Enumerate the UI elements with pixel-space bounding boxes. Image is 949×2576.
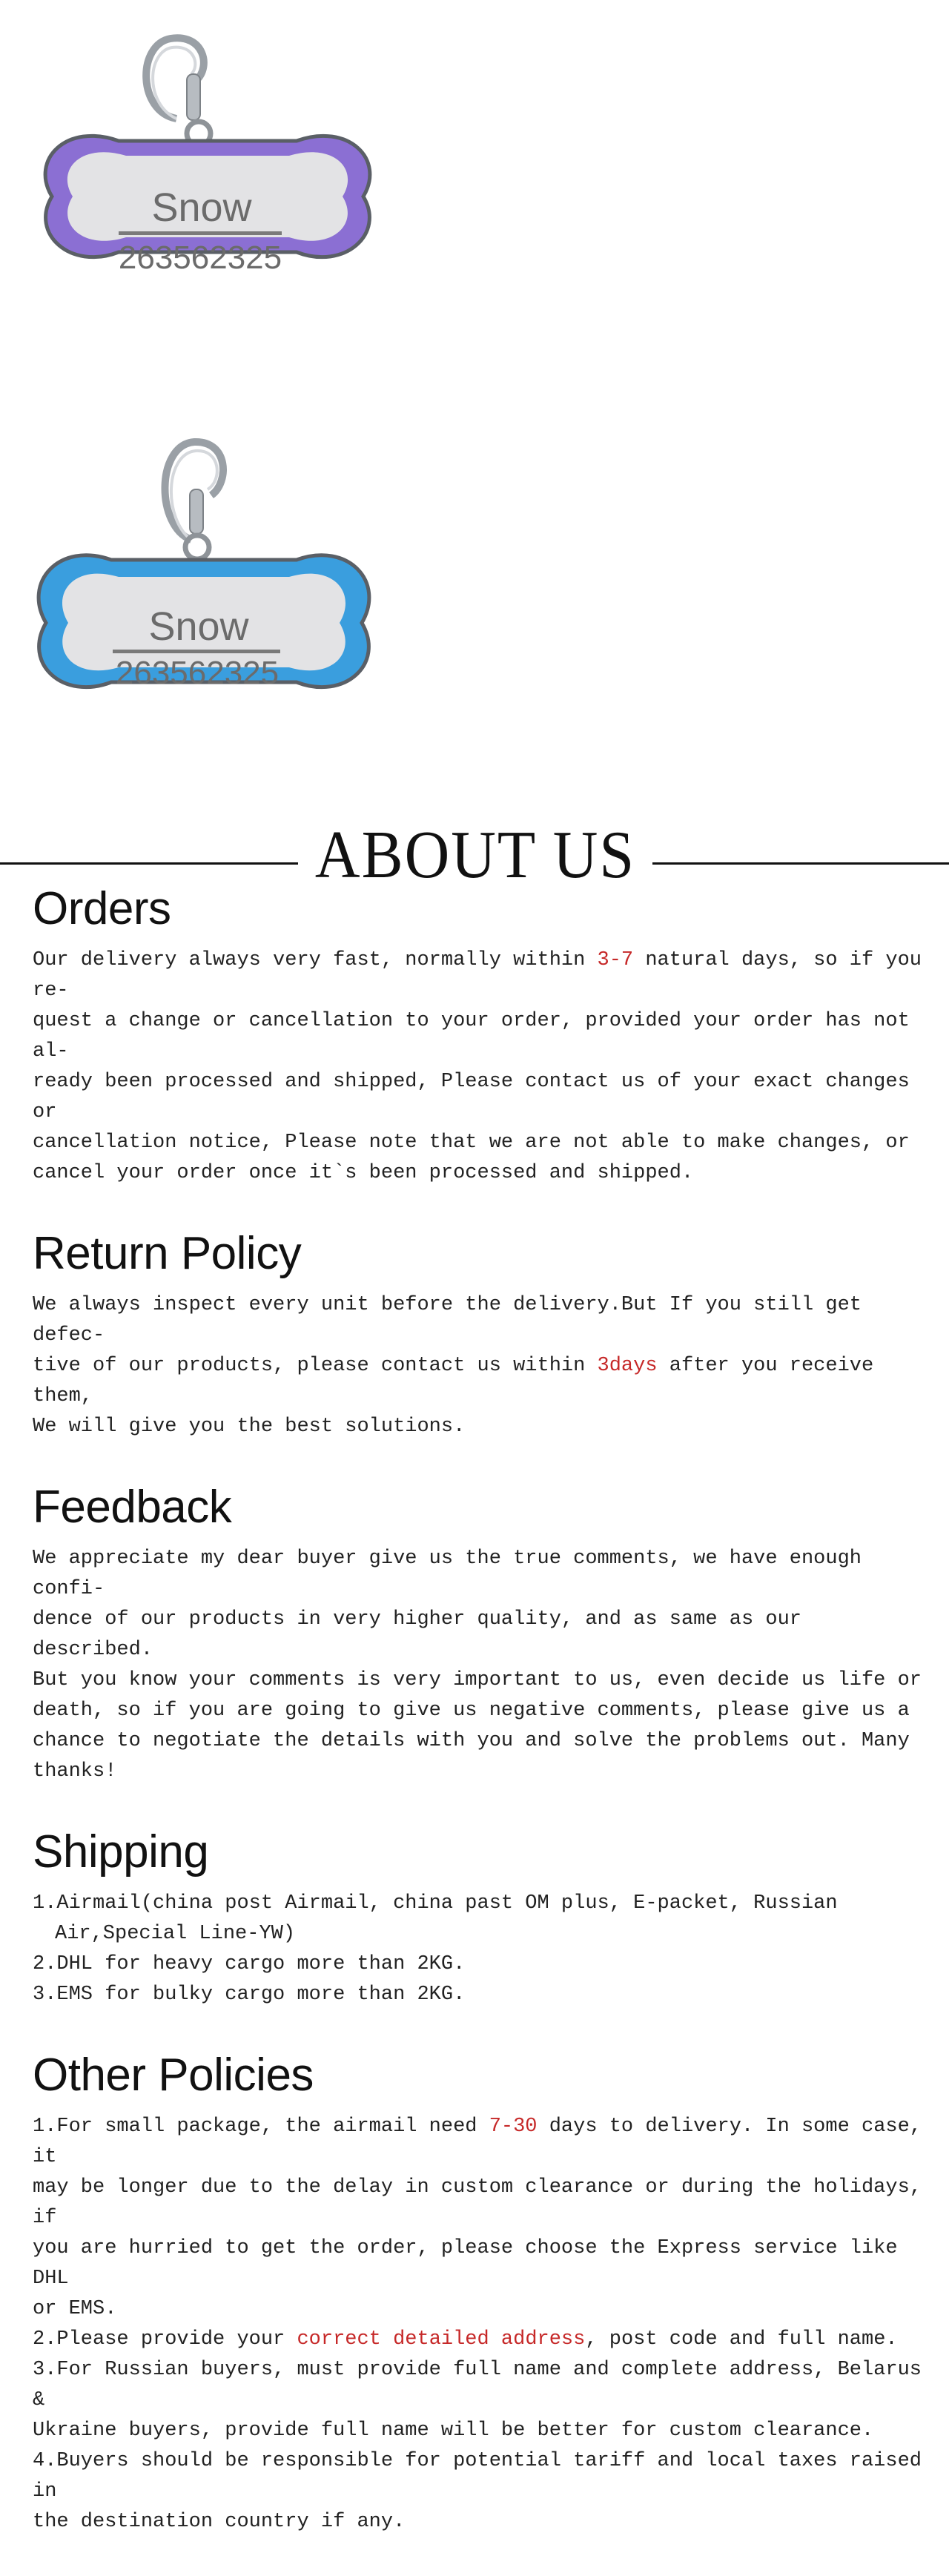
product-image-blue-tag — [0, 415, 949, 771]
orders-section — [33, 882, 922, 1189]
tag-number-text: 263562325 — [118, 240, 282, 276]
feedback-line: dence of our products in very higher quality, and as same as our described. — [33, 1608, 801, 1661]
lobster-clasp-icon — [165, 442, 222, 559]
other-line: you are hurried to get the order, please choose the Express service like DHL — [33, 2237, 898, 2290]
other-policies-section — [33, 2049, 922, 2537]
feedback-section — [33, 1481, 922, 1787]
orders-heading: Orders — [33, 883, 171, 934]
other-line: 1.For small package, the airmail need 7-30 days to delivery. In some case, it — [33, 2116, 922, 2168]
other-line: 4.Buyers should be responsible for potential tariff and local taxes raised in — [33, 2450, 922, 2503]
other-line: may be longer due to the delay in custom clearance or during the holidays, if — [33, 2176, 922, 2229]
orders-line: Our delivery always very fast, normally within 3-7 natural days, so if you re- — [33, 949, 922, 1002]
other-line: 2.Please provide your correct detailed address, post code and full name. — [33, 2328, 898, 2351]
feedback-heading: Feedback — [33, 1482, 232, 1533]
orders-line: ready been processed and shipped, Please contact us of your exact changes or — [33, 1071, 910, 1123]
shipping-heading: Shipping — [33, 1826, 209, 1877]
feedback-line: thanks! — [33, 1760, 117, 1783]
other-line: Ukraine buyers, provide full name will be better for custom clearance. — [33, 2420, 874, 2442]
divider-right — [652, 862, 949, 865]
other-line: or EMS. — [33, 2298, 117, 2320]
divider-left — [0, 862, 298, 865]
return-policy-heading: Return Policy — [33, 1228, 302, 1279]
return-line: tive of our products, please contact us within 3days after you receive them, — [33, 1355, 874, 1407]
other-line: the destination country if any. — [33, 2511, 406, 2533]
orders-line: cancel your order once it`s been processed and shipped. — [33, 1162, 694, 1184]
return-policy-section — [33, 1227, 922, 1442]
other-line: 3.For Russian buyers, must provide full name and complete address, Belarus & — [33, 2359, 922, 2411]
policy-content — [33, 882, 922, 2576]
feedback-line: chance to negotiate the details with you and solve the problems out. Many — [33, 1730, 910, 1752]
shipping-item: 3.EMS for bulky cargo more than 2KG. — [33, 1984, 466, 2006]
other-policies-heading: Other Policies — [33, 2050, 314, 2101]
return-line: We will give you the best solutions. — [33, 1416, 466, 1438]
shipping-item: 2.DHL for heavy cargo more than 2KG. — [33, 1953, 466, 1975]
orders-line: quest a change or cancellation to your order, provided your order has not al- — [33, 1010, 910, 1063]
orders-line: cancellation notice, Please note that we are not able to make changes, or — [33, 1132, 910, 1154]
shipping-item-cont: Air,Special Line-YW) — [55, 1923, 296, 1945]
tag-name-text: Snow — [148, 604, 249, 649]
tag-name-text: Snow — [151, 185, 252, 230]
feedback-line: But you know your comments is very important to us, even decide us life or — [33, 1669, 922, 1691]
shipping-item: 1.Airmail(china post Airmail, china past OM plus, E-packet, Russian — [33, 1892, 838, 1915]
product-image-purple-tag — [0, 0, 949, 371]
return-line: We always inspect every unit before the delivery.But If you still get defec- — [33, 1294, 862, 1347]
feedback-line: We appreciate my dear buyer give us the true comments, we have enough confi- — [33, 1548, 862, 1600]
feedback-line: death, so if you are going to give us negative comments, please give us a — [33, 1700, 910, 1722]
lobster-clasp-icon — [146, 38, 211, 145]
tag-number-text: 263562325 — [115, 655, 280, 691]
shipping-section — [33, 1826, 922, 2010]
about-us-title: ABOUT US — [314, 818, 636, 893]
